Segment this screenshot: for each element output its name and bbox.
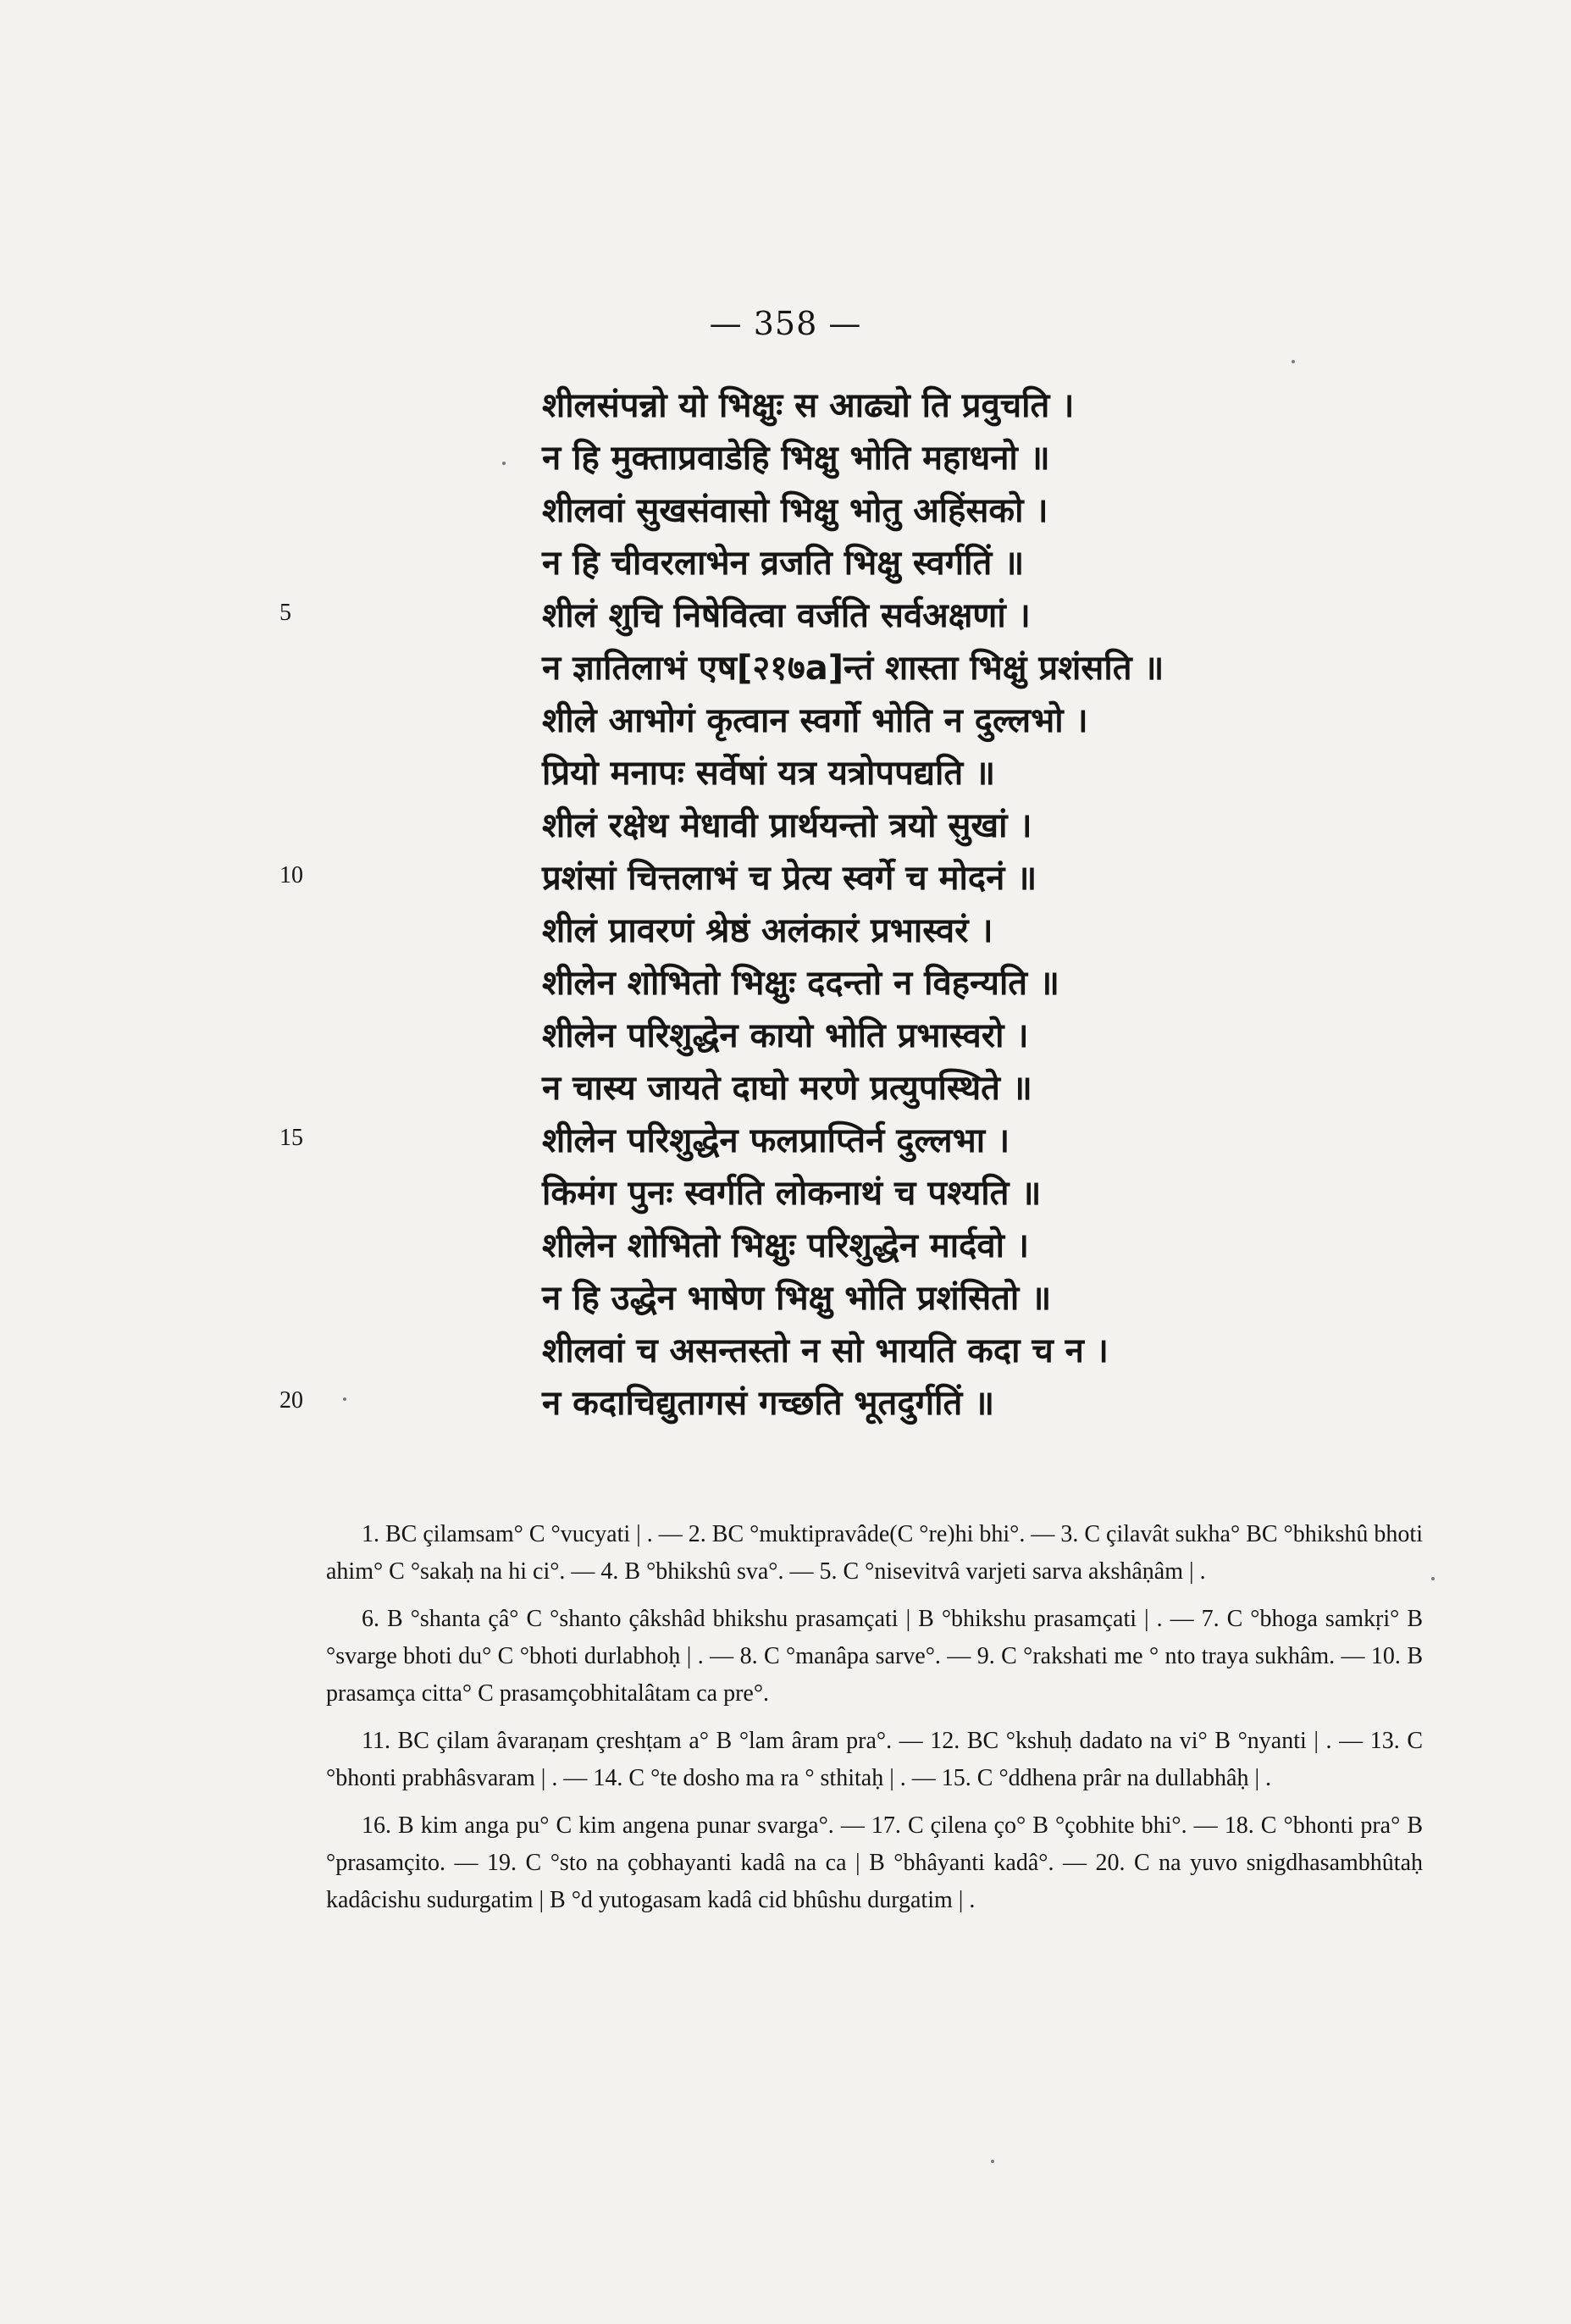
footnote-paragraph-1: 1. BC çilamsam° C °vucyati | . — 2. BC °muktipravâde(C °re)hi bhi°. — 3. C çilavât sukha° BC °bhikshû bhoti ahim° C °sakaḥ na hi ci°. — 4. B °bhikshû sva°. — 5. C °nisevitvâ varjeti sarva akshâṇâm | . xyxy=(326,1521,1423,1585)
verse-line-2: न हि मुक्ताप्रवाडेहि भिक्षु भोति महाधनो ॥ xyxy=(542,439,1050,478)
page-speck xyxy=(502,462,506,465)
footnotes xyxy=(326,1516,1423,1929)
verse-line-14: न चास्य जायते दाघो मरणे प्रत्युपस्थिते ॥ xyxy=(542,1069,1032,1108)
page-speck xyxy=(991,2160,994,2163)
verse-line-12: शीलेन शोभितो भिक्षुः ददन्तो न विहन्यति ॥ xyxy=(542,964,1059,1003)
verse-line-6: न ज्ञातिलाभं एष[२१७a]न्तं शास्ता भिक्षुं प्रशंसति ॥ xyxy=(542,649,1164,688)
verse-line-13: शीलेन परिशुद्धेन कायो भोति प्रभास्वरो । xyxy=(542,1016,1029,1055)
footnote-paragraph-2: 6. B °shanta çâ° C °shanto çâkshâd bhikshu prasamçati | B °bhikshu prasamçati | . — 7. C °bhoga samkṛi° B °svarge bhoti du° C °bhoti durlabhoḥ | . — 8. C °manâpa sarve°. — 9. C °rakshati me ° nto traya sukhâm. — 10. B prasamça citta° C prasamçobhitalâtam ca pre°. xyxy=(326,1606,1423,1707)
line-number-15: 15 xyxy=(279,1125,303,1151)
line-number-20: 20 xyxy=(279,1387,303,1414)
verse-line-3: शीलवां सुखसंवासो भिक्षु भोतु अहिंसको । xyxy=(542,491,1048,530)
page-speck xyxy=(1431,1577,1435,1580)
line-number-5: 5 xyxy=(279,600,291,626)
page-speck xyxy=(1292,360,1295,363)
page-number: — 358 — xyxy=(709,305,862,342)
verse-line-18: न हि उद्धेन भाषेण भिक्षु भोति प्रशंसितो ॥ xyxy=(542,1279,1052,1318)
page-speck xyxy=(343,1397,346,1401)
verse-line-10: प्रशंसां चित्तलाभं च प्रेत्य स्वर्गे च मोदनं ॥ xyxy=(542,859,1037,898)
footnote-paragraph-4: 16. B kim anga pu° C kim angena punar svarga°. — 17. C çilena ço° B °çobhite bhi°. — 18. C °bhonti pra° B °prasamçito. — 19. C °sto na çobhayanti kadâ na ca | B °bhâyanti kadâ°. — 20. C na yuvo snigdhasambhûtaḥ kadâcishu sudurgatim | B °d yutogasam kadâ cid bhûshu durgatim | . xyxy=(326,1812,1423,1913)
verse-line-8: प्रियो मनापः सर्वेषां यत्र यत्रोपपद्यति ॥ xyxy=(542,754,996,793)
verse-line-4: न हि चीवरलाभेन व्रजति भिक्षु स्वर्गतिं ॥ xyxy=(542,544,1025,583)
verse-line-20: न कदाचिद्युतागसं गच्छति भूतदुर्गतिं ॥ xyxy=(542,1384,995,1423)
verse-line-1: शीलसंपन्नो यो भिक्षुः स आढ्यो ति प्रवुचति । xyxy=(542,386,1075,425)
verse-line-11: शीलं प्रावरणं श्रेष्ठं अलंकारं प्रभास्वरं । xyxy=(542,911,993,950)
footnote-paragraph-3: 11. BC çilam âvaraṇam çreshṭam a° B °lam âram pra°. — 12. BC °kshuḥ dadato na vi° B °nyanti | . — 13. C °bhonti prabhâsvaram | . — 14. C °te dosho ma ra ° sthitaḥ | . — 15. C °ddhena prâr na dullabhâḥ | . xyxy=(326,1728,1423,1791)
verse-line-15: शीलेन परिशुद्धेन फलप्राप्तिर्न दुल्लभा । xyxy=(542,1121,1010,1160)
verse-line-7: शीले आभोगं कृत्वान स्वर्गो भोति न दुल्लभो । xyxy=(542,701,1088,740)
verse-line-17: शीलेन शोभितो भिक्षुः परिशुद्धेन मार्दवो । xyxy=(542,1226,1030,1265)
verse-line-16: किमंग पुनः स्वर्गति लोकनाथं च पश्यति ॥ xyxy=(542,1174,1042,1213)
line-number-10: 10 xyxy=(279,862,303,888)
verse-line-9: शीलं रक्षेथ मेधावी प्रार्थयन्तो त्रयो सुखां । xyxy=(542,806,1032,845)
verse-line-5: शीलं शुचि निषेवित्वा वर्जति सर्वअक्षणां । xyxy=(542,596,1031,635)
verse-line-19: शीलवां च असन्तस्तो न सो भायति कदा च न । xyxy=(542,1331,1109,1370)
verse-block xyxy=(542,379,1389,1430)
